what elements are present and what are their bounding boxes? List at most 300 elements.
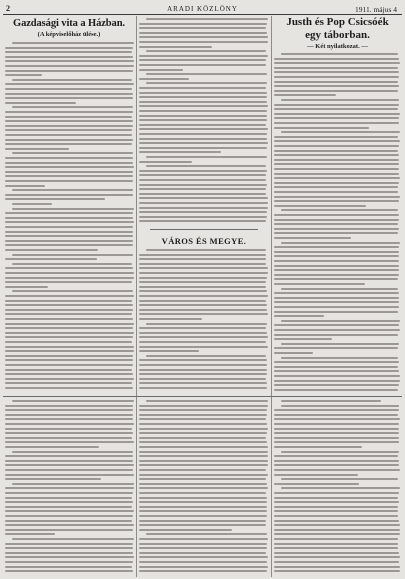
text-line [274, 127, 369, 129]
text-line [5, 414, 133, 416]
section-rule [150, 229, 258, 230]
text-line [5, 286, 48, 288]
text-line [5, 198, 105, 200]
text-line [139, 115, 267, 117]
text-line [274, 533, 400, 535]
text-line [274, 566, 400, 568]
text-line [274, 168, 399, 170]
text-line [139, 309, 267, 311]
text-line [139, 515, 267, 517]
text-line [5, 157, 133, 159]
text-line [139, 286, 266, 288]
text-line [274, 214, 399, 216]
text-line [139, 423, 267, 425]
text-line [5, 120, 133, 122]
text-line [139, 346, 268, 348]
text-line [274, 446, 362, 448]
text-line [5, 369, 132, 371]
text-line [12, 79, 132, 81]
text-line [274, 246, 399, 248]
text-line [274, 265, 399, 267]
text-line [146, 18, 268, 20]
text-line [5, 437, 132, 439]
text-line [274, 492, 399, 494]
text-line [146, 165, 266, 167]
text-line [139, 409, 267, 411]
text-line [5, 300, 132, 302]
text-line [274, 529, 400, 531]
text-line [5, 309, 133, 311]
text-line [274, 237, 351, 239]
text-line [274, 543, 398, 545]
text-line [281, 99, 399, 101]
text-line [139, 313, 268, 315]
text-line [5, 552, 133, 554]
text-line [12, 263, 132, 265]
text-line [12, 254, 133, 256]
text-line [139, 487, 268, 489]
text-line [5, 70, 133, 72]
text-line [5, 185, 45, 187]
text-line [274, 334, 398, 336]
text-line [146, 156, 267, 158]
text-line [5, 533, 55, 535]
text-line [5, 405, 133, 407]
text-line [274, 182, 399, 184]
text-line [274, 347, 398, 349]
text-line [139, 474, 268, 476]
text-line [5, 464, 134, 466]
text-line [274, 117, 399, 119]
text-line [274, 200, 399, 202]
text-line [274, 113, 400, 115]
text-line [274, 524, 400, 526]
text-line [5, 529, 133, 531]
text-line [5, 267, 133, 269]
text-line [5, 566, 132, 568]
text-line [12, 483, 134, 485]
text-line [274, 94, 336, 96]
text-line [5, 244, 133, 246]
text-line [139, 428, 268, 430]
text-line [5, 65, 134, 67]
text-line [5, 382, 132, 384]
text-line [274, 260, 399, 262]
text-line [139, 184, 267, 186]
text-line [274, 150, 398, 152]
text-line [5, 432, 133, 434]
text-line [274, 145, 399, 147]
text-line [281, 478, 398, 480]
text-line [139, 446, 268, 448]
text-line [274, 329, 400, 331]
text-line [281, 400, 381, 402]
text-line [274, 510, 398, 512]
text-line [139, 451, 268, 453]
text-line [139, 216, 267, 218]
text-line [139, 510, 267, 512]
text-line [146, 355, 266, 357]
text-line [139, 27, 266, 29]
text-line [5, 556, 134, 558]
text-line [139, 529, 232, 531]
text-line [274, 561, 399, 563]
text-line [139, 46, 212, 48]
text-line [274, 556, 400, 558]
text-line [274, 90, 398, 92]
article-title: egy táborban. [305, 29, 370, 41]
text-line [139, 151, 221, 153]
text-line [5, 129, 132, 131]
text-line [139, 96, 267, 98]
text-line [5, 240, 133, 242]
text-line [274, 62, 400, 64]
text-line [274, 418, 400, 420]
text-line [139, 272, 268, 274]
text-line [139, 290, 267, 292]
text-line [5, 487, 134, 489]
text-line [5, 272, 134, 274]
text-line [274, 483, 359, 485]
text-line [12, 42, 134, 44]
text-line [139, 32, 267, 34]
text-line [139, 207, 268, 209]
text-line [139, 483, 267, 485]
text-line [274, 219, 399, 221]
text-line [5, 102, 76, 104]
text-line [139, 566, 268, 568]
text-line [139, 418, 266, 420]
text-line [274, 292, 399, 294]
text-line [5, 134, 132, 136]
text-line [281, 209, 398, 211]
text-line [274, 177, 400, 179]
text-line [139, 382, 267, 384]
text-line [139, 497, 267, 499]
fold-rule [3, 396, 402, 397]
text-line [139, 455, 268, 457]
text-line [5, 492, 133, 494]
text-line [274, 324, 399, 326]
text-line [139, 501, 267, 503]
text-line [139, 364, 267, 366]
text-line [139, 41, 268, 43]
text-line [139, 147, 267, 149]
text-line [274, 361, 399, 363]
text-line [281, 343, 399, 345]
issue-date: 1911. május 4 [354, 5, 397, 14]
text-line [274, 547, 398, 549]
text-line [146, 73, 267, 75]
text-line [146, 82, 267, 84]
article-title: Gazdasági vita a Házban. [13, 18, 125, 29]
text-line [139, 277, 267, 279]
text-line [139, 570, 267, 572]
text-line [5, 441, 134, 443]
text-line [12, 152, 133, 154]
text-line [146, 249, 266, 251]
text-line [274, 85, 399, 87]
text-line [274, 506, 398, 508]
page-number: 2 [6, 4, 10, 13]
header-rule [3, 14, 402, 15]
text-line [274, 67, 398, 69]
text-line [274, 570, 400, 572]
column-rule [271, 16, 272, 577]
text-line [139, 506, 267, 508]
text-line [139, 36, 268, 38]
text-line [139, 543, 267, 545]
text-line [139, 101, 267, 103]
text-line [139, 170, 267, 172]
text-line [139, 128, 268, 130]
text-line [5, 83, 134, 85]
text-line [5, 446, 99, 448]
text-line [5, 497, 132, 499]
text-line [274, 389, 398, 391]
text-line [139, 174, 266, 176]
text-line [139, 92, 267, 94]
text-line [139, 133, 267, 135]
text-line [5, 423, 134, 425]
text-line [5, 455, 133, 457]
text-line [5, 111, 133, 113]
text-line [274, 228, 399, 230]
text-line [139, 197, 268, 199]
text-line [12, 189, 133, 191]
text-line [12, 400, 134, 402]
text-line [5, 139, 133, 141]
text-line [274, 122, 399, 124]
text-line [5, 162, 133, 164]
text-line [274, 370, 399, 372]
text-line [5, 235, 133, 237]
text-line [274, 384, 399, 386]
text-line [274, 301, 399, 303]
text-line [274, 159, 399, 161]
text-line [274, 315, 324, 317]
text-line [5, 359, 133, 361]
text-line [139, 538, 268, 540]
text-line [5, 327, 133, 329]
text-line [139, 258, 266, 260]
text-line [274, 136, 398, 138]
text-line [139, 263, 266, 265]
text-line [281, 242, 400, 244]
text-line [281, 288, 398, 290]
text-line [5, 378, 134, 380]
text-line [146, 400, 268, 402]
text-line [5, 47, 133, 49]
text-line [139, 369, 267, 371]
text-line [12, 203, 52, 205]
text-line [139, 110, 267, 112]
text-line [139, 460, 268, 462]
text-line [5, 460, 133, 462]
text-line [139, 55, 268, 57]
text-line [5, 409, 133, 411]
text-line [5, 561, 133, 563]
text-line [274, 104, 399, 106]
text-line [12, 451, 133, 453]
text-line [5, 478, 101, 480]
text-line [274, 460, 399, 462]
text-line [5, 125, 133, 127]
text-line [281, 357, 398, 359]
column-rule [136, 16, 137, 577]
article-title: Justh és Pop Csicsóék [286, 16, 389, 28]
text-line [5, 217, 133, 219]
text-line [146, 323, 267, 325]
text-line [5, 231, 133, 233]
text-line [274, 455, 398, 457]
text-line [5, 212, 133, 214]
text-line [274, 251, 399, 253]
text-line [12, 106, 133, 108]
text-line [139, 220, 266, 222]
text-line [139, 188, 266, 190]
text-line [12, 538, 134, 540]
text-line [139, 552, 266, 554]
text-line [274, 552, 399, 554]
text-line [274, 223, 398, 225]
text-line [139, 524, 266, 526]
text-line [139, 105, 268, 107]
text-line [5, 515, 133, 517]
text-line [5, 510, 134, 512]
text-line [146, 50, 266, 52]
text-line [139, 87, 266, 89]
masthead-title: ARADI KÖZLÖNY [167, 5, 238, 13]
text-line [274, 255, 399, 257]
text-line [139, 387, 267, 389]
text-line [274, 423, 399, 425]
text-line [139, 161, 192, 163]
text-line [274, 538, 398, 540]
text-line [5, 355, 133, 357]
text-line [5, 332, 134, 334]
text-line [274, 414, 398, 416]
text-line [5, 143, 132, 145]
text-line [274, 278, 398, 280]
text-line [274, 58, 399, 60]
text-line [274, 140, 400, 142]
text-line [139, 267, 268, 269]
text-line [5, 469, 133, 471]
text-line [139, 378, 266, 380]
text-line [5, 501, 133, 503]
text-line [12, 290, 133, 292]
text-line [139, 432, 267, 434]
text-line [274, 338, 332, 340]
text-line [139, 64, 266, 66]
text-line [5, 93, 133, 95]
text-line [5, 387, 133, 389]
text-line [12, 208, 134, 210]
text-line [5, 474, 134, 476]
text-line [274, 274, 399, 276]
text-line [139, 59, 266, 61]
text-line [5, 295, 134, 297]
text-line [274, 515, 398, 517]
text-line [274, 191, 398, 193]
text-line [274, 297, 399, 299]
text-line [139, 441, 267, 443]
text-line [281, 487, 400, 489]
text-line [5, 304, 133, 306]
text-line [5, 364, 133, 366]
text-line [5, 175, 133, 177]
text-line [139, 318, 202, 320]
text-line [274, 283, 365, 285]
text-line [139, 492, 266, 494]
text-line [274, 173, 399, 175]
text-line [5, 221, 134, 223]
text-line [274, 474, 358, 476]
text-line [139, 300, 266, 302]
text-line [274, 232, 398, 234]
text-line [146, 533, 267, 535]
text-line [274, 464, 399, 466]
text-line [139, 464, 268, 466]
text-line [5, 60, 134, 62]
text-line [139, 520, 266, 522]
text-line [5, 547, 133, 549]
text-line [139, 405, 268, 407]
text-line [274, 196, 400, 198]
text-line [281, 53, 398, 55]
text-line [5, 148, 69, 150]
text-line [139, 327, 266, 329]
text-line [274, 186, 398, 188]
text-line [139, 179, 266, 181]
text-line [274, 375, 400, 377]
text-line [5, 506, 132, 508]
text-line [5, 116, 132, 118]
text-line [139, 193, 266, 195]
text-line [5, 226, 133, 228]
text-line [5, 346, 134, 348]
article-subtitle: (A képviselőház ülése.) [37, 31, 101, 38]
text-line [5, 249, 98, 251]
text-line [139, 341, 266, 343]
text-line [139, 556, 268, 558]
text-line [274, 497, 398, 499]
text-line [139, 350, 199, 352]
text-line [139, 211, 267, 213]
text-line [139, 359, 267, 361]
text-line [274, 311, 398, 313]
text-line [139, 124, 266, 126]
text-line [139, 281, 266, 283]
text-line [274, 366, 398, 368]
text-line [274, 76, 399, 78]
text-line [5, 318, 133, 320]
text-line [5, 570, 133, 572]
text-line [5, 520, 132, 522]
text-line [274, 428, 399, 430]
text-line [5, 277, 134, 279]
text-line [274, 441, 399, 443]
text-line [139, 373, 267, 375]
text-line [5, 258, 97, 260]
text-line [5, 56, 133, 58]
text-line [139, 437, 266, 439]
text-line [5, 336, 133, 338]
text-line [5, 428, 132, 430]
text-line [274, 269, 399, 271]
text-line [139, 547, 267, 549]
